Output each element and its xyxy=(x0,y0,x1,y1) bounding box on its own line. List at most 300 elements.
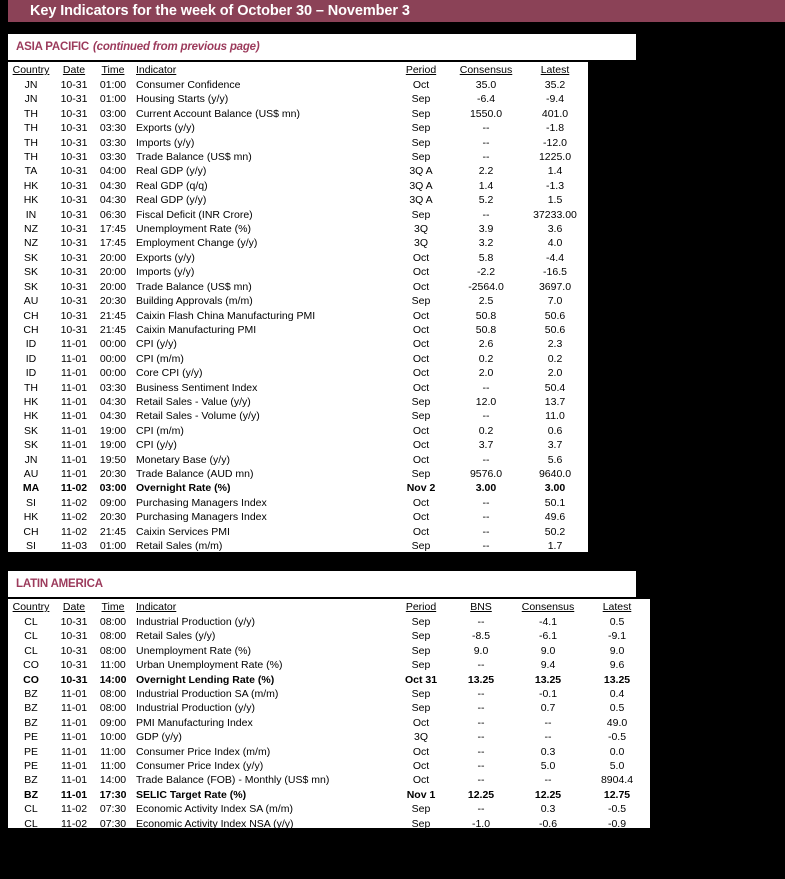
cell-country: JN xyxy=(24,93,38,106)
cell-country: PE xyxy=(23,731,38,744)
cell-time: 04:30 xyxy=(99,395,127,408)
cell-indicator: Urban Unemployment Rate (%) xyxy=(136,659,283,672)
column-header-consensus: Consensus xyxy=(459,64,513,76)
cell-latest: 11.0 xyxy=(545,410,565,423)
cell-period: Oct xyxy=(412,424,430,437)
table-row xyxy=(8,251,588,265)
cell-date: 11-01 xyxy=(60,467,88,480)
cell-date: 11-01 xyxy=(60,716,88,729)
cell-consensus: 0.2 xyxy=(478,424,494,437)
table-row xyxy=(8,107,588,121)
cell-country: PE xyxy=(23,760,38,773)
cell-indicator: Current Account Balance (US$ mn) xyxy=(136,107,300,120)
cell-latest: 1.7 xyxy=(547,540,563,552)
table-row xyxy=(8,629,650,643)
cell-period: 3Q A xyxy=(409,165,433,178)
cell-date: 11-01 xyxy=(60,453,88,466)
cell-indicator: Housing Starts (y/y) xyxy=(136,93,229,106)
cell-time: 11:00 xyxy=(100,745,126,758)
cell-indicator: Overnight Lending Rate (%) xyxy=(136,673,275,686)
cell-date: 10-31 xyxy=(60,630,88,643)
cell-country: CL xyxy=(24,817,38,830)
cell-bns: -- xyxy=(477,688,485,701)
cell-indicator: Core CPI (y/y) xyxy=(136,367,203,380)
cell-country: TH xyxy=(24,151,38,164)
cell-indicator: CPI (y/y) xyxy=(136,338,177,351)
cell-bns: -- xyxy=(477,760,485,773)
cell-indicator: Consumer Price Index (m/m) xyxy=(136,745,271,758)
cell-period: Oct xyxy=(412,745,430,758)
cell-time: 08:00 xyxy=(99,702,127,715)
cell-latest: -0.5 xyxy=(607,731,627,744)
table-row xyxy=(8,525,588,539)
cell-latest: 3.6 xyxy=(547,223,563,236)
cell-latest: 1.5 xyxy=(547,194,563,207)
cell-consensus: 5.2 xyxy=(478,194,494,207)
cell-indicator: Imports (y/y) xyxy=(136,266,195,279)
cell-latest: -9.1 xyxy=(607,630,627,643)
column-header-time: Time xyxy=(101,601,125,613)
cell-indicator: CPI (m/m) xyxy=(136,352,184,365)
cell-latest: 13.7 xyxy=(544,395,566,408)
cell-consensus: 5.8 xyxy=(478,251,494,264)
table-row xyxy=(8,673,650,687)
cell-date: 11-01 xyxy=(60,424,88,437)
cell-latest: 8904.4 xyxy=(600,774,634,787)
cell-consensus: 3.00 xyxy=(475,482,497,495)
cell-period: Oct xyxy=(412,511,430,524)
cell-latest: 50.6 xyxy=(544,323,566,336)
cell-indicator: Industrial Production (y/y) xyxy=(136,616,256,628)
table-asia-pacific xyxy=(8,62,588,567)
cell-latest: 7.0 xyxy=(547,295,563,308)
cell-bns: -- xyxy=(477,702,485,715)
cell-date: 11-01 xyxy=(60,338,88,351)
cell-date: 10-31 xyxy=(60,165,88,178)
cell-country: SI xyxy=(26,496,36,509)
table-row xyxy=(8,150,588,164)
cell-indicator: Retail Sales (m/m) xyxy=(136,540,223,552)
cell-date: 10-31 xyxy=(60,309,88,322)
cell-date: 11-01 xyxy=(60,788,88,801)
table-row xyxy=(8,788,650,802)
cell-country: CH xyxy=(23,525,39,538)
cell-indicator: Exports (y/y) xyxy=(136,251,195,264)
column-header-period: Period xyxy=(405,64,437,76)
cell-indicator: Exports (y/y) xyxy=(136,122,195,135)
table-row xyxy=(8,817,650,831)
cell-period: Oct xyxy=(412,453,430,466)
cell-consensus: -- xyxy=(544,731,552,744)
cell-time: 21:45 xyxy=(99,323,127,336)
cell-country: JN xyxy=(24,453,38,466)
cell-consensus: -- xyxy=(482,525,490,538)
cell-latest: 4.0 xyxy=(547,554,563,567)
cell-indicator: Imports (y/y) xyxy=(136,136,195,149)
cell-consensus: 0.2 xyxy=(478,352,494,365)
cell-latest: 401.0 xyxy=(541,107,569,120)
cell-country: SI xyxy=(26,540,36,552)
table-row xyxy=(8,453,588,467)
cell-period: Oct xyxy=(412,716,430,729)
table-row xyxy=(8,136,588,150)
cell-consensus: -- xyxy=(482,151,490,164)
indicator-table-asia-pacific xyxy=(8,64,588,568)
cell-bns: -- xyxy=(477,745,485,758)
table-row xyxy=(8,424,588,438)
cell-date: 11-01 xyxy=(60,439,88,452)
cell-consensus: 50.8 xyxy=(475,309,497,322)
cell-time: 06:30 xyxy=(99,208,127,221)
cell-consensus: 9576.0 xyxy=(469,467,503,480)
cell-time: 11:00 xyxy=(100,659,126,672)
cell-time: 03:30 xyxy=(99,136,127,149)
cell-indicator: Purchasing Managers Index xyxy=(136,496,267,509)
cell-time: 20:30 xyxy=(99,467,127,480)
section-header-latin-america xyxy=(8,571,636,597)
cell-latest: 9.0 xyxy=(609,644,625,657)
indicator-table-latin-america xyxy=(8,601,650,831)
cell-date: 10-31 xyxy=(60,251,88,264)
cell-consensus: 0.7 xyxy=(540,702,556,715)
cell-period: Oct 31 xyxy=(404,673,438,686)
cell-time: 00:00 xyxy=(99,338,127,351)
cell-country: SK xyxy=(23,424,38,437)
table-row xyxy=(8,337,588,351)
cell-latest: 9640.0 xyxy=(538,467,572,480)
cell-indicator: Trade Balance (US$ mn) xyxy=(136,151,252,164)
cell-period: Oct xyxy=(412,280,430,293)
cell-time: 20:00 xyxy=(99,251,127,264)
cell-consensus: 5.0 xyxy=(540,760,556,773)
cell-time: 08:00 xyxy=(99,616,127,628)
cell-time: 20:00 xyxy=(99,280,127,293)
cell-period: Oct xyxy=(412,774,430,787)
cell-bns: -- xyxy=(477,774,485,787)
cell-date: 10-31 xyxy=(60,179,88,192)
cell-latest: 3697.0 xyxy=(538,280,572,293)
cell-date: 11-02 xyxy=(60,496,88,509)
cell-period: Sep xyxy=(411,93,431,106)
table-row xyxy=(8,615,650,629)
cell-country: ID xyxy=(25,338,37,351)
table-row xyxy=(8,323,588,337)
cell-date: 11-01 xyxy=(60,774,88,787)
cell-latest: 12.75 xyxy=(603,788,631,801)
cell-latest: 13.25 xyxy=(603,673,631,686)
table-row xyxy=(8,409,588,423)
column-header-latest: Latest xyxy=(602,601,632,613)
cell-latest: 0.4 xyxy=(609,688,625,701)
cell-country: JN xyxy=(24,79,38,91)
cell-country: HK xyxy=(23,395,39,408)
cell-bns: -- xyxy=(477,616,485,628)
cell-country: HK xyxy=(23,410,39,423)
column-header-indicator: Indicator xyxy=(136,601,177,613)
cell-latest: 50.4 xyxy=(544,381,566,394)
cell-bns: -- xyxy=(477,716,485,729)
cell-time: 17:45 xyxy=(99,237,127,250)
cell-date: 10-31 xyxy=(60,295,88,308)
cell-indicator: Retail Sales (y/y) xyxy=(136,630,216,643)
cell-country: BZ xyxy=(24,702,38,715)
cell-latest: 50.2 xyxy=(544,525,566,538)
cell-indicator: Industrial Production SA (m/m) xyxy=(136,688,279,701)
cell-latest: 0.6 xyxy=(547,424,563,437)
cell-time: 04:30 xyxy=(99,194,127,207)
column-header-period: Period xyxy=(405,601,437,613)
cell-latest: 9.6 xyxy=(609,659,625,672)
cell-date: 11-01 xyxy=(60,760,88,773)
cell-period: Nov 2 xyxy=(406,482,436,495)
cell-indicator: Consumer Price Index (y/y) xyxy=(136,760,264,773)
cell-date: 11-01 xyxy=(60,410,88,423)
cell-country: CL xyxy=(24,803,38,816)
cell-indicator: Caixin Manufacturing PMI xyxy=(136,323,257,336)
cell-time: 19:00 xyxy=(99,439,127,452)
table-row xyxy=(8,802,650,816)
cell-date: 11-01 xyxy=(60,381,88,394)
section-note-asia-pacific: (continued from previous page) xyxy=(93,41,260,53)
table-body-asia-pacific xyxy=(8,78,588,568)
cell-period: 3Q A xyxy=(409,179,433,192)
cell-time: 03:30 xyxy=(99,381,127,394)
cell-date: 10-31 xyxy=(60,659,88,672)
cell-indicator: SELIC Target Rate (%) xyxy=(136,788,247,801)
cell-consensus: 2.2 xyxy=(478,165,494,178)
cell-time: 01:00 xyxy=(99,93,127,106)
cell-consensus: 3.9 xyxy=(478,223,494,236)
cell-period: Oct xyxy=(412,323,430,336)
cell-consensus: -- xyxy=(482,453,490,466)
cell-period: Oct xyxy=(412,79,430,91)
column-header-date: Date xyxy=(62,601,86,613)
column-header-consensus: Consensus xyxy=(521,601,575,613)
table-row xyxy=(8,265,588,279)
cell-time: 03:30 xyxy=(99,151,127,164)
cell-time: 03:00 xyxy=(99,107,127,120)
cell-indicator: Trade Balance (US$ mn) xyxy=(136,280,252,293)
cell-latest: 37233.00 xyxy=(533,208,577,221)
cell-period: Oct xyxy=(412,760,430,773)
cell-consensus: -- xyxy=(482,381,490,394)
cell-consensus: -- xyxy=(482,136,490,149)
cell-consensus: 1550.0 xyxy=(469,107,503,120)
cell-time: 01:00 xyxy=(99,554,127,567)
cell-bns: -1.0 xyxy=(471,817,491,830)
cell-country: AU xyxy=(23,295,39,308)
table-row xyxy=(8,644,650,658)
cell-indicator: Economic Activity Index NSA (y/y) xyxy=(136,817,294,830)
column-header-indicator: Indicator xyxy=(136,64,177,76)
cell-period: Sep xyxy=(411,122,431,135)
cell-latest: 5.0 xyxy=(609,760,625,773)
cell-consensus: -6.4 xyxy=(476,93,496,106)
cell-period: Sep xyxy=(411,630,431,643)
cell-consensus: -2564.0 xyxy=(468,280,504,293)
cell-period: Oct xyxy=(412,338,430,351)
cell-country: SK xyxy=(23,439,38,452)
cell-period: Oct xyxy=(412,266,430,279)
cell-bns: 13.25 xyxy=(467,673,495,686)
cell-period: 3Q A xyxy=(409,194,433,207)
cell-period: Sep xyxy=(411,395,431,408)
cell-period: Sep xyxy=(411,817,431,830)
cell-consensus: 3.7 xyxy=(478,439,494,452)
cell-country: CL xyxy=(24,644,38,657)
cell-country: NZ xyxy=(24,223,38,236)
cell-latest: 4.0 xyxy=(547,237,563,250)
cell-latest: 35.2 xyxy=(544,79,566,91)
cell-date: 11-02 xyxy=(60,817,88,830)
cell-consensus: 35.0 xyxy=(475,79,497,91)
cell-latest: 5.6 xyxy=(547,453,563,466)
cell-indicator: Real GDP (q/q) xyxy=(136,179,208,192)
cell-latest: -0.9 xyxy=(607,817,627,830)
table-row xyxy=(8,92,588,106)
cell-date: 11-03 xyxy=(60,554,88,567)
section-title-asia-pacific: ASIA PACIFIC xyxy=(16,41,89,53)
table-row xyxy=(8,438,588,452)
cell-country: HK xyxy=(23,179,39,192)
cell-period: Sep xyxy=(411,554,431,567)
cell-latest: 2.0 xyxy=(547,367,563,380)
table-row xyxy=(8,481,588,495)
cell-time: 08:00 xyxy=(99,630,127,643)
cell-country: IN xyxy=(25,208,37,221)
cell-consensus: 3.2 xyxy=(478,237,494,250)
cell-latest: -12.0 xyxy=(543,136,567,149)
page-title: Key Indicators for the week of October 30 – November 3 xyxy=(30,3,410,19)
cell-date: 11-02 xyxy=(60,803,88,816)
cell-indicator: Retail Sales (y/y) xyxy=(136,554,216,567)
cell-indicator: Building Approvals (m/m) xyxy=(136,295,253,308)
cell-date: 11-01 xyxy=(60,395,88,408)
table-row xyxy=(8,121,588,135)
table-row xyxy=(8,294,588,308)
cell-period: Sep xyxy=(411,107,431,120)
cell-consensus: -0.1 xyxy=(538,688,558,701)
cell-indicator: Purchasing Managers Index xyxy=(136,511,267,524)
cell-date: 10-31 xyxy=(60,151,88,164)
cell-bns: -8.5 xyxy=(471,630,491,643)
cell-time: 19:50 xyxy=(99,453,127,466)
table-row xyxy=(8,222,588,236)
cell-consensus: 0.3 xyxy=(540,803,556,816)
table-row xyxy=(8,745,650,759)
cell-consensus: 2.5 xyxy=(478,295,494,308)
cell-latest: 3.00 xyxy=(544,482,566,495)
cell-period: Oct xyxy=(412,381,430,394)
cell-consensus: -- xyxy=(482,410,490,423)
cell-country: TA xyxy=(24,165,38,178)
cell-consensus: -- xyxy=(544,774,552,787)
cell-consensus: -2.2 xyxy=(476,266,496,279)
cell-consensus: 9.0 xyxy=(540,644,556,657)
cell-consensus: 1.4 xyxy=(478,179,494,192)
table-row xyxy=(8,208,588,222)
section-header-asia-pacific xyxy=(8,34,636,60)
cell-country: BZ xyxy=(24,788,38,801)
table-row xyxy=(8,366,588,380)
cell-date: 11-01 xyxy=(60,731,88,744)
table-row xyxy=(8,496,588,510)
cell-period: Nov 1 xyxy=(406,788,436,801)
cell-indicator: Retail Sales - Value (y/y) xyxy=(136,395,251,408)
table-row xyxy=(8,179,588,193)
cell-latest: -9.4 xyxy=(545,93,565,106)
cell-indicator: Fiscal Deficit (INR Crore) xyxy=(136,208,253,221)
cell-country: HK xyxy=(23,194,39,207)
table-row xyxy=(8,701,650,715)
cell-country: BZ xyxy=(24,688,38,701)
cell-period: Oct xyxy=(412,367,430,380)
table-row xyxy=(8,539,588,553)
table-row xyxy=(8,193,588,207)
cell-consensus: 50.8 xyxy=(475,323,497,336)
cell-country: AU xyxy=(23,467,39,480)
cell-latest: 3.7 xyxy=(547,439,563,452)
cell-time: 01:00 xyxy=(99,79,127,91)
cell-time: 21:45 xyxy=(99,309,127,322)
table-row xyxy=(8,716,650,730)
cell-indicator: Unemployment Rate (%) xyxy=(136,223,251,236)
cell-date: 11-01 xyxy=(60,702,88,715)
cell-indicator: Unemployment Rate (%) xyxy=(136,644,251,657)
cell-date: 10-31 xyxy=(60,93,88,106)
column-header-time: Time xyxy=(101,64,125,76)
cell-date: 11-02 xyxy=(60,525,88,538)
cell-latest: 0.5 xyxy=(609,616,625,628)
column-header-country: Country xyxy=(12,64,50,76)
cell-time: 10:00 xyxy=(99,731,127,744)
cell-indicator: Employment Change (y/y) xyxy=(136,237,258,250)
table-header-row xyxy=(8,64,588,78)
cell-period: Sep xyxy=(411,540,431,552)
cell-consensus: -- xyxy=(482,122,490,135)
cell-date: 10-31 xyxy=(60,644,88,657)
cell-country: SI xyxy=(26,554,36,567)
column-header-country: Country xyxy=(12,601,50,613)
cell-date: 10-31 xyxy=(60,194,88,207)
cell-bns: 9.0 xyxy=(473,644,489,657)
cell-country: BZ xyxy=(24,774,38,787)
cell-latest: 49.0 xyxy=(606,716,628,729)
cell-country: TH xyxy=(24,107,38,120)
cell-indicator: Consumer Confidence xyxy=(136,79,241,91)
cell-country: CL xyxy=(24,630,38,643)
cell-indicator: Real GDP (y/y) xyxy=(136,194,207,207)
cell-date: 11-03 xyxy=(60,540,88,552)
cell-consensus: 13.25 xyxy=(534,673,562,686)
cell-period: 3Q xyxy=(413,223,428,236)
cell-period: Oct xyxy=(412,251,430,264)
table-row xyxy=(8,381,588,395)
cell-date: 10-31 xyxy=(60,237,88,250)
cell-indicator: Caixin Flash China Manufacturing PMI xyxy=(136,309,316,322)
cell-consensus: -- xyxy=(482,540,490,552)
table-row xyxy=(8,467,588,481)
cell-time: 11:00 xyxy=(100,760,126,773)
cell-latest: -16.5 xyxy=(543,266,567,279)
cell-date: 11-01 xyxy=(60,688,88,701)
cell-indicator: CPI (y/y) xyxy=(136,439,177,452)
table-row xyxy=(8,773,650,787)
table-row xyxy=(8,658,650,672)
cell-indicator: Real GDP (y/y) xyxy=(136,165,207,178)
cell-indicator: CPI (m/m) xyxy=(136,424,184,437)
cell-time: 07:30 xyxy=(99,803,127,816)
